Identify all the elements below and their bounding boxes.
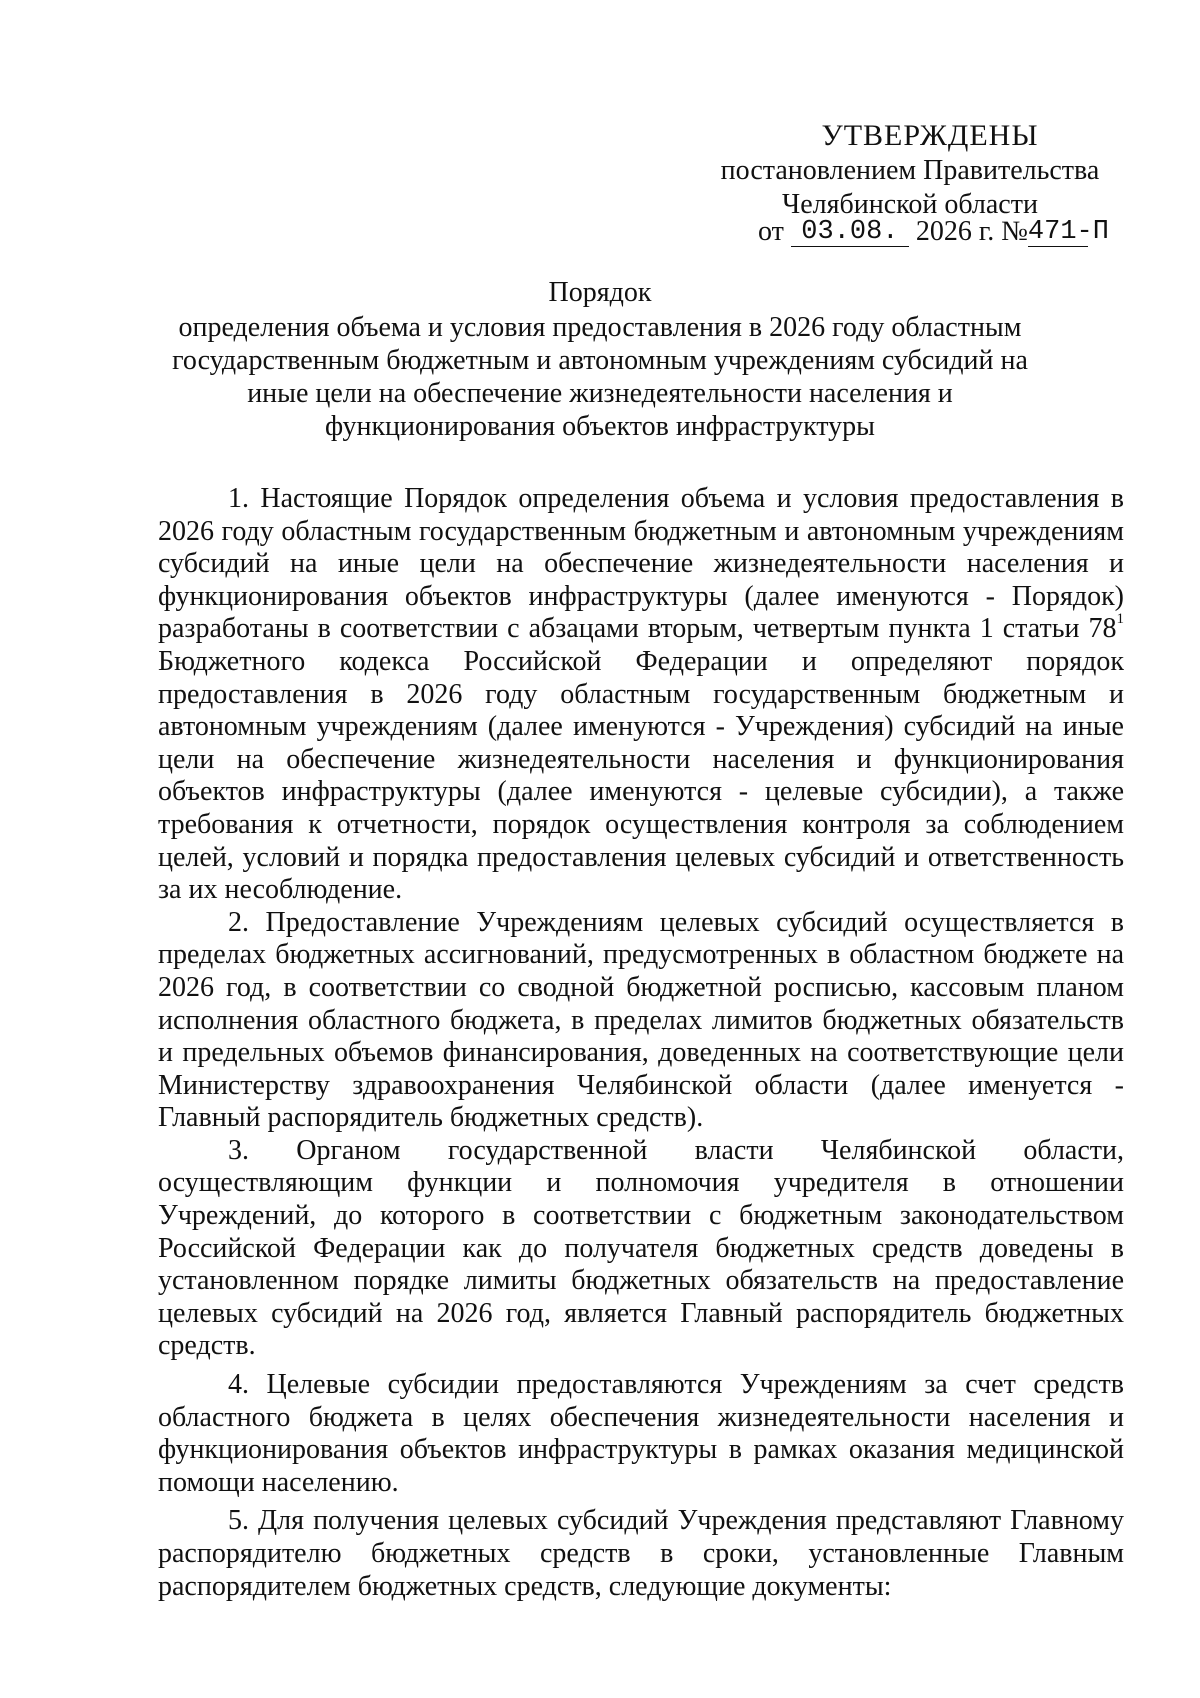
paragraph-1: [158, 483, 1124, 907]
document-title-block: [150, 276, 1050, 443]
paragraph-1-part-2: Бюджетного кодекса Российской Федерации и определяют порядок предоставления в 2026 году областным государственным бюджетным и автономным учреждениям (далее именуются - Учреждения) субсидий на иные цели на обеспечение жизнедеятельности населения и функционирования объектов инфраструктуры (далее именуются - целевые субсидии), а также требования к отчетности, порядок осуществления контроля за соблюдением целей, условий и порядка предоставления целевых субсидий и ответственность за их несоблюдение.: [158, 645, 1124, 906]
document-heading: Порядок: [548, 277, 652, 308]
paragraph-1-superscript: 1: [1116, 611, 1124, 628]
approval-line-2: Челябинской области: [782, 189, 1038, 220]
date-value: 03.08.: [791, 218, 909, 247]
date-prefix: от: [758, 216, 784, 247]
paragraph-1-part-1: 1. Настоящие Порядок определения объема и условия предоставления в 2026 году областным государственным бюджетным и автономным учреждениям субсидий на иные цели на обеспечение жизнедеятельности населения и функционирования объектов инфраструктуры (далее именуются - Порядок) разработаны в соответствии с абзацами вторым, четвертым пункта 1 статьи 78: [158, 483, 1124, 645]
paragraph-3: 3. Органом государственной власти Челябинской области, осуществляющим функции и полномочия учредителя в отношении Учреждений, до которого в соответствии с бюджетным законодательством Российской Федерации как до получателя бюджетных средств доведены в установленном порядке лимиты бюджетных обязательств на предоставление целевых субсидий на 2026 год, является Главный распорядитель бюджетных средств.: [158, 1134, 1124, 1362]
paragraph-4: 4. Целевые субсидии предоставляются Учреждениям за счет средств областного бюджета в целях обеспечения жизнедеятельности населения и функционирования объектов инфраструктуры в рамках оказания медицинской помощи населению.: [158, 1369, 1124, 1498]
paragraph-5: 5. Для получения целевых субсидий Учреждения представляют Главному распорядителю бюджетных средств в сроки, установленные Главным распорядителем бюджетных средств, следующие документы:: [158, 1505, 1124, 1602]
approval-block: [700, 118, 1120, 222]
document-body: [158, 483, 1124, 1603]
date-year: 2026 г. №: [915, 216, 1028, 247]
approval-date-line: [758, 212, 1109, 252]
document-subtitle: определения объема и условия предоставления в 2026 году областным государственным бюджетным и автономным учреждениям субсидий на иные цели на обеспечение жизнедеятельности населения и функционирования объектов инфраструктуры: [172, 312, 1028, 442]
approval-line-1: постановлением Правительства: [720, 155, 1100, 186]
document-number: 471-П: [1027, 217, 1109, 247]
paragraph-2: 2. Предоставление Учреждениям целевых субсидий осуществляется в пределах бюджетных ассигнований, предусмотренных в областном бюджете на 2026 год, в соответствии со сводной бюджетной росписью, кассовым планом исполнения областного бюджета, в пределах лимитов бюджетных обязательств и предельных объемов финансирования, доведенных на соответствующие цели Министерству здравоохранения Челябинской области (далее именуется - Главный распорядитель бюджетных средств).: [158, 906, 1124, 1134]
approval-title: УТВЕРЖДЕНЫ: [821, 119, 1039, 152]
